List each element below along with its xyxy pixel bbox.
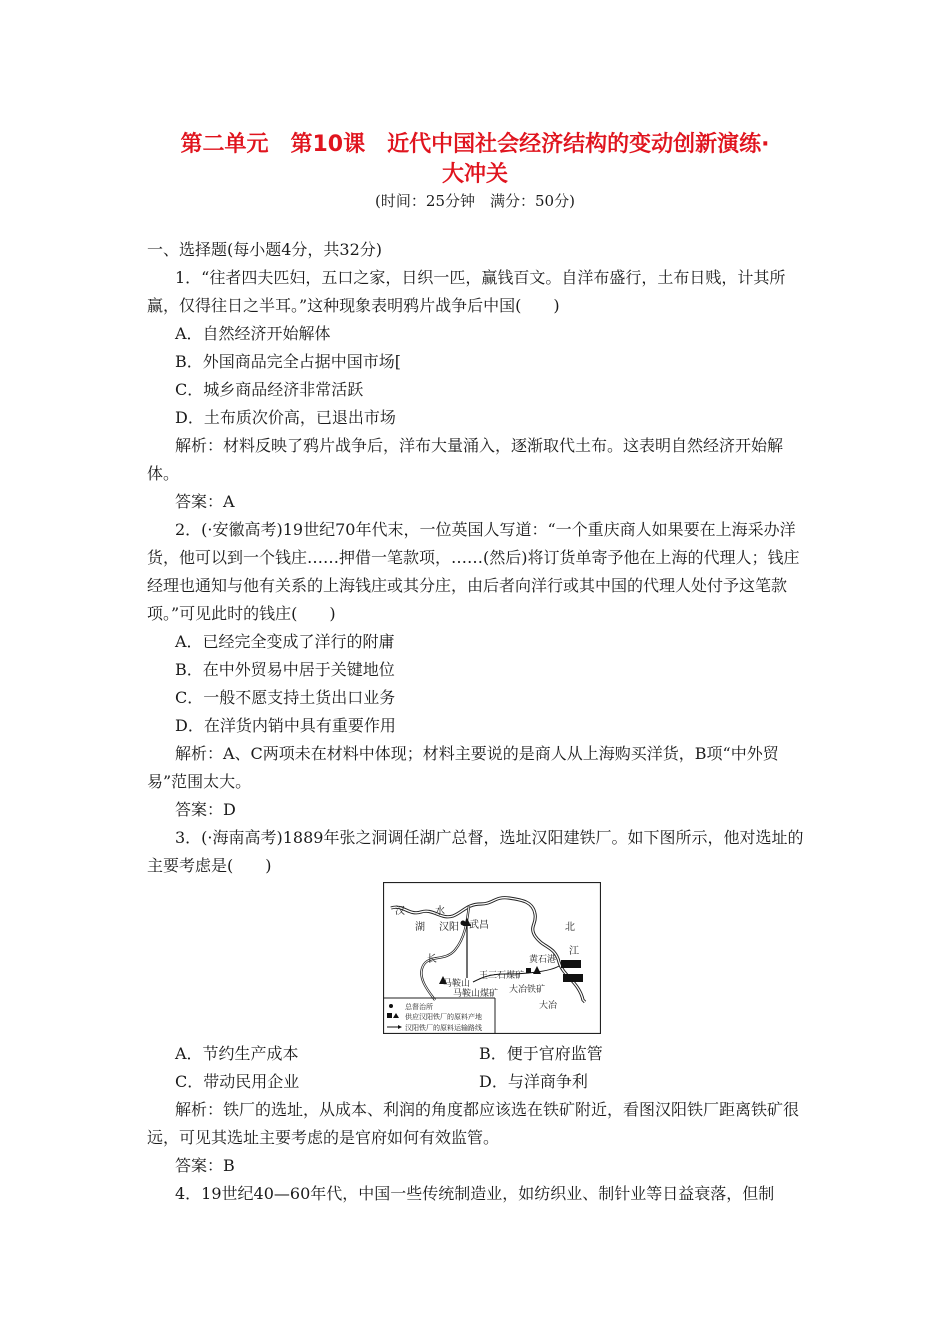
q3-option-b: B．便于官府监管: [479, 1044, 603, 1063]
map-label-daye-iron: 大冶铁矿: [509, 985, 546, 995]
q1-option-a: A．自然经济开始解体: [175, 324, 331, 343]
map-svg: [383, 882, 601, 1034]
legend-dot-icon: [389, 1004, 393, 1008]
map-figure: [383, 882, 601, 1034]
map-label-chang: 长: [427, 954, 437, 965]
section-heading: 一、选择题(每小题4分，共32分): [147, 240, 383, 259]
q3-analysis: 解析：铁厂的选址，从成本、利润的角度都应该选在铁矿附近，看图汉阳铁厂距离铁矿很远，可见其选址主要考虑的是官府如何有效监管。: [147, 1100, 800, 1147]
legend-item-1: 总督治所: [405, 1003, 433, 1011]
q1-stem: 1．“往者四夫匹妇，五口之家，日织一匹，赢钱百文。自洋布盛行，土布日贱，计其所赢，仅得往日之半耳。”这种现象表明鸦片战争后中国( ): [147, 268, 786, 315]
map-label-wuchang: 武昌: [469, 920, 489, 931]
map-label-maanshan-mine: 马鞍山煤矿: [453, 989, 499, 999]
subtitle: (时间：25分钟 满分：50分): [375, 192, 575, 210]
iron-mine-tag-2: [563, 974, 583, 982]
q3-option-d: D．与洋商争利: [479, 1072, 588, 1091]
map-label-huangshigang: 黄石港: [529, 955, 557, 965]
map-label-hanyang: 汉阳: [439, 922, 459, 933]
q1-option-b: B．外国商品完全占据中国市场[: [175, 352, 402, 371]
q3-option-a: A．节约生产成本: [175, 1044, 299, 1063]
map-label-bei: 北: [565, 922, 575, 933]
map-label-wangsanshi: 王三石煤矿: [479, 971, 525, 981]
q1-analysis: 解析：材料反映了鸦片战争后，洋布大量涌入，逐渐取代土布。这表明自然经济开始解体。: [147, 436, 784, 483]
map-label-jiang: 江: [569, 946, 579, 957]
q2-option-a: A．已经完全变成了洋行的附庸: [175, 632, 395, 651]
mine-marker-2: [526, 968, 531, 973]
iron-mine-tag-1: [561, 960, 581, 968]
map-label-han: 汉: [395, 906, 405, 917]
wuchang-marker: [461, 921, 466, 926]
legend-item-2: 供应汉阳铁厂的原料产地: [405, 1013, 482, 1021]
map-label-hu: 湖: [415, 922, 425, 933]
map-label-daye: 大冶: [539, 1001, 558, 1011]
legend-mine-icon: [387, 1013, 392, 1018]
q2-option-d: D．在洋货内销中具有重要作用: [175, 716, 396, 735]
q3-answer: 答案：B: [175, 1156, 235, 1175]
q2-stem: 2．(·安徽高考)19世纪70年代末，一位英国人写道：“一个重庆商人如果要在上海采办洋货，他可以到一个钱庄……押借一笔款项，……(然后)将订货单寄予他在上海的代理人；钱庄经理也通知与他有关系的上海钱庄或其分庄，由后者向洋行或其中国的代理人处付予这笔款项。”可见此时的钱庄( ): [147, 520, 800, 623]
q1-option-d: D．土布质次价高，已退出市场: [175, 408, 396, 427]
legend-item-3: 汉阳铁厂的原料运输路线: [405, 1024, 482, 1032]
q2-option-c: C．一般不愿支持土货出口业务: [175, 688, 396, 707]
q3-option-c: C．带动民用企业: [175, 1072, 300, 1091]
title-line-1: 第二单元 第10课 近代中国社会经济结构的变动创新演练·: [180, 132, 770, 157]
q2-option-b: B．在中外贸易中居于关键地位: [175, 660, 395, 679]
title-line-2: 大冲关: [441, 162, 508, 187]
map-label-shui: 水: [435, 906, 445, 917]
q2-answer: 答案：D: [175, 800, 236, 819]
map-label-maanshan: 马鞍山: [443, 979, 471, 989]
q4-stem: 4．19世纪40—60年代，中国一些传统制造业，如纺织业、制针业等日益衰落，但制: [175, 1184, 775, 1203]
q2-analysis: 解析：A、C两项未在材料中体现；材料主要说的是商人从上海购买洋货，B项“中外贸易”范围太大。: [147, 744, 779, 791]
q3-stem: 3．(·海南高考)1889年张之洞调任湖广总督，选址汉阳建铁厂。如下图所示，他对选址的主要考虑是( ): [147, 828, 804, 875]
q1-answer: 答案：A: [175, 492, 235, 511]
q1-option-c: C．城乡商品经济非常活跃: [175, 380, 364, 399]
